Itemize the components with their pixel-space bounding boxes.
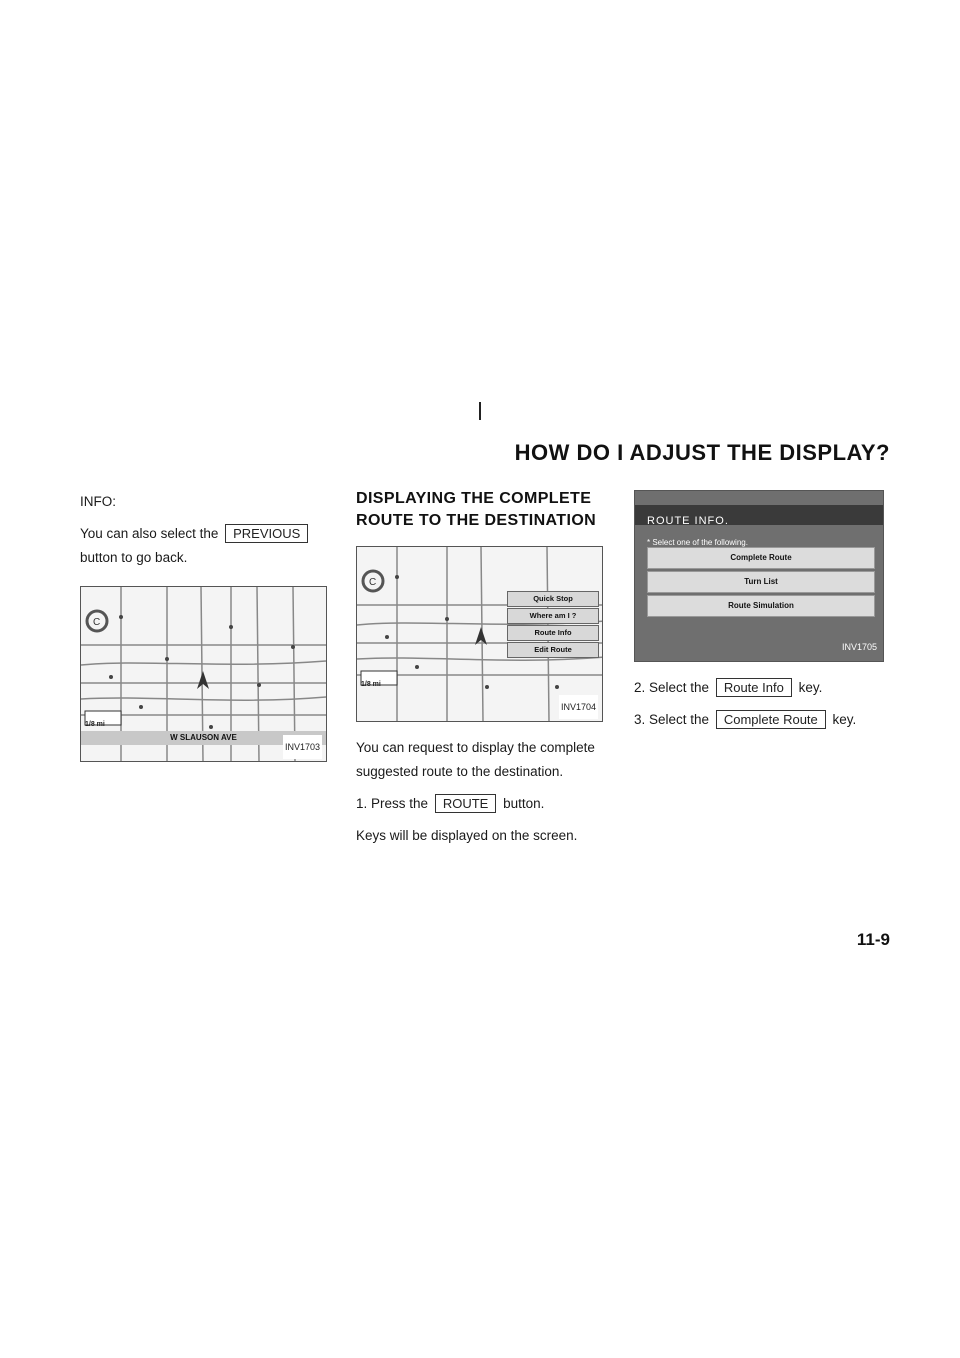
map-figure-1: [80, 586, 327, 762]
page-title: HOW DO I ADJUST THE DISPLAY?: [514, 440, 890, 465]
column-left: [80, 490, 325, 762]
route-key: ROUTE: [435, 794, 497, 813]
page-mark: [479, 402, 481, 420]
info-label: INFO:: [80, 494, 116, 509]
previous-key: PREVIOUS: [225, 524, 308, 543]
map-figure-2: [356, 546, 603, 722]
menu-edit-route[interactable]: Edit Route: [507, 642, 599, 658]
paragraph-keys: Keys will be displayed on the screen.: [356, 828, 578, 843]
route-info-subtitle: * Select one of the following.: [647, 538, 748, 547]
paragraph-intro: You can request to display the complete suggested route to the destination.: [356, 740, 595, 779]
column-right: [634, 490, 884, 740]
step-1: 1. Press the ROUTE button.: [356, 796, 545, 811]
complete-route-key: Complete Route: [716, 710, 826, 729]
column-middle: [356, 490, 604, 856]
route-info-title: ROUTE INFO.: [647, 515, 729, 527]
section-title: DISPLAYING THE COMPLETE ROUTE TO THE DESTINATION: [356, 490, 597, 529]
page-number: 11-9: [856, 930, 890, 949]
route-simulation-button[interactable]: Route Simulation: [647, 595, 875, 617]
svg-text:C: C: [369, 577, 377, 588]
figure-caption: INV1705: [841, 642, 877, 652]
menu-route-info[interactable]: Route Info: [507, 625, 599, 641]
route-info-figure: [634, 490, 884, 662]
step-2: 2. Select the Route Info key.: [634, 680, 823, 695]
menu-where-am-i[interactable]: Where am I ?: [507, 608, 599, 624]
street-label: W SLAUSON AVE: [170, 733, 237, 742]
turn-list-button[interactable]: Turn List: [647, 571, 875, 593]
info-text: You can also select the PREVIOUS button to go back.: [80, 522, 325, 570]
figure-caption: INV1704: [559, 695, 598, 719]
complete-route-button[interactable]: Complete Route: [647, 547, 875, 569]
scale-label: 1/8 mi: [361, 681, 381, 688]
svg-text:C: C: [93, 617, 101, 628]
route-menu: [507, 591, 599, 658]
scale-label: 1/8 mi: [85, 721, 105, 728]
step-3: 3. Select the Complete Route key.: [634, 712, 857, 727]
figure-caption: INV1703: [283, 735, 322, 759]
menu-quick-stop[interactable]: Quick Stop: [507, 591, 599, 607]
route-info-key: Route Info: [716, 678, 792, 697]
